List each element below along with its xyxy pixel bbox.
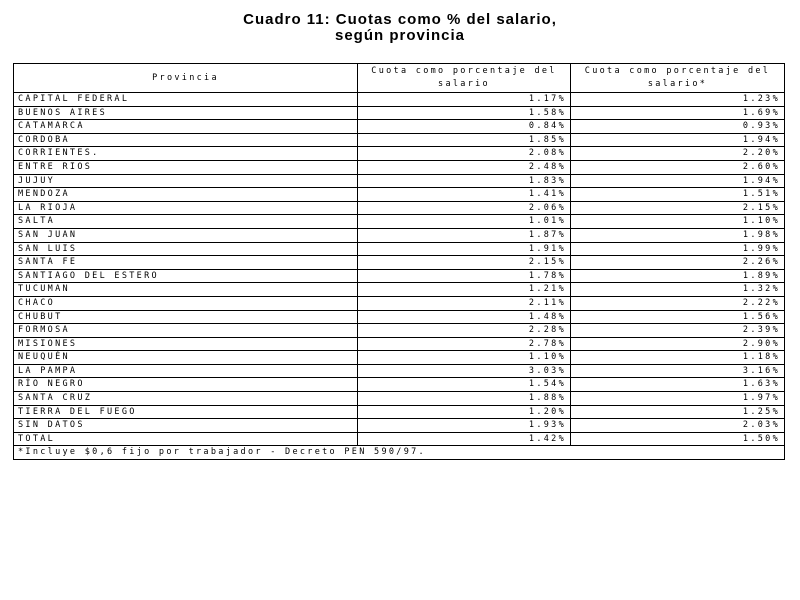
cell-provincia: CAPITAL FEDERAL <box>14 93 358 107</box>
cell-provincia: BUENOS AIRES <box>14 106 358 120</box>
table-row <box>14 215 785 229</box>
title-line-2: según provincia <box>334 27 466 44</box>
cell-provincia: SAN LUIS <box>14 242 358 256</box>
cell-cuota-fijo: 2.26% <box>571 256 785 270</box>
table-row <box>14 296 785 310</box>
cell-cuota: 1.21% <box>358 283 571 297</box>
cell-cuota-fijo: 1.32% <box>571 283 785 297</box>
cell-provincia: TIERRA DEL FUEGO <box>14 405 358 419</box>
cell-cuota: 1.48% <box>358 310 571 324</box>
cell-cuota: 1.87% <box>358 228 571 242</box>
table-row <box>14 324 785 338</box>
cell-provincia: SALTA <box>14 215 358 229</box>
cell-cuota: 1.58% <box>358 106 571 120</box>
cell-cuota-fijo: 2.39% <box>571 324 785 338</box>
cell-provincia: RÍO NEGRO <box>14 378 358 392</box>
cell-cuota: 1.83% <box>358 174 571 188</box>
table-row <box>14 310 785 324</box>
header-cuota: Cuota como porcentaje del salario <box>358 64 571 93</box>
cell-provincia: CORRIENTES. <box>14 147 358 161</box>
cell-provincia: LA RIOJA <box>14 201 358 215</box>
cell-cuota-fijo: 1.89% <box>571 269 785 283</box>
cell-cuota: 2.06% <box>358 201 571 215</box>
cell-cuota-fijo: 1.98% <box>571 228 785 242</box>
table-title <box>0 12 800 44</box>
cell-cuota-fijo: 2.20% <box>571 147 785 161</box>
cell-provincia: CHUBUT <box>14 310 358 324</box>
cell-cuota: 1.20% <box>358 405 571 419</box>
cell-provincia: TOTAL <box>14 432 358 446</box>
table-row <box>14 93 785 107</box>
quota-table <box>13 63 785 460</box>
table-row <box>14 378 785 392</box>
title-line-1: Cuadro 11: Cuotas como % del salario, <box>243 11 557 28</box>
cell-cuota: 2.11% <box>358 296 571 310</box>
cell-cuota-fijo: 2.22% <box>571 296 785 310</box>
cell-cuota-fijo: 1.94% <box>571 174 785 188</box>
cell-provincia: ENTRE RIOS <box>14 160 358 174</box>
cell-cuota: 1.93% <box>358 419 571 433</box>
cell-cuota-fijo: 1.23% <box>571 93 785 107</box>
cell-provincia: CATAMARCA <box>14 120 358 134</box>
cell-cuota-fijo: 1.51% <box>571 188 785 202</box>
cell-cuota: 1.78% <box>358 269 571 283</box>
cell-cuota-fijo: 1.25% <box>571 405 785 419</box>
cell-cuota: 1.85% <box>358 133 571 147</box>
cell-cuota: 0.84% <box>358 120 571 134</box>
cell-cuota-fijo: 1.63% <box>571 378 785 392</box>
cell-provincia: SANTA FE <box>14 256 358 270</box>
table-row <box>14 228 785 242</box>
cell-cuota-fijo: 0.93% <box>571 120 785 134</box>
cell-provincia: LA PAMPA <box>14 364 358 378</box>
cell-cuota-fijo: 2.60% <box>571 160 785 174</box>
table-row <box>14 174 785 188</box>
cell-cuota: 1.10% <box>358 351 571 365</box>
cell-cuota: 2.48% <box>358 160 571 174</box>
cell-provincia: JUJUY <box>14 174 358 188</box>
cell-provincia: CORDOBA <box>14 133 358 147</box>
cell-provincia: NEUQUÉN <box>14 351 358 365</box>
cell-cuota: 1.17% <box>358 93 571 107</box>
cell-provincia: SIN DATOS <box>14 419 358 433</box>
cell-provincia: MISIONES <box>14 337 358 351</box>
cell-cuota-fijo: 1.94% <box>571 133 785 147</box>
cell-cuota-fijo: 1.69% <box>571 106 785 120</box>
cell-provincia: FORMOSA <box>14 324 358 338</box>
table-row <box>14 432 785 446</box>
cell-cuota-fijo: 2.90% <box>571 337 785 351</box>
cell-cuota: 2.78% <box>358 337 571 351</box>
table-row <box>14 269 785 283</box>
header-provincia: Provincia <box>14 64 358 93</box>
table-row <box>14 160 785 174</box>
cell-provincia: SAN JUAN <box>14 228 358 242</box>
cell-provincia: TUCUMAN <box>14 283 358 297</box>
footnote-row <box>14 446 785 460</box>
table-body <box>14 93 785 446</box>
cell-cuota-fijo: 1.10% <box>571 215 785 229</box>
footnote: *Incluye $0,6 fijo por trabajador - Decreto PEN 590/97. <box>14 446 785 460</box>
table-row <box>14 256 785 270</box>
cell-cuota-fijo: 3.16% <box>571 364 785 378</box>
table-row <box>14 419 785 433</box>
cell-cuota: 2.28% <box>358 324 571 338</box>
cell-cuota-fijo: 1.18% <box>571 351 785 365</box>
table-row <box>14 120 785 134</box>
header-row <box>14 64 785 93</box>
cell-cuota-fijo: 1.56% <box>571 310 785 324</box>
cell-cuota: 1.54% <box>358 378 571 392</box>
table-row <box>14 351 785 365</box>
table-row <box>14 188 785 202</box>
cell-cuota: 1.42% <box>358 432 571 446</box>
cell-provincia: SANTIAGO DEL ESTERO <box>14 269 358 283</box>
cell-cuota-fijo: 1.97% <box>571 392 785 406</box>
cell-cuota-fijo: 1.99% <box>571 242 785 256</box>
cell-cuota: 1.41% <box>358 188 571 202</box>
table-row <box>14 106 785 120</box>
table-row <box>14 405 785 419</box>
table-row <box>14 283 785 297</box>
cell-cuota: 2.08% <box>358 147 571 161</box>
cell-provincia: MENDOZA <box>14 188 358 202</box>
cell-cuota-fijo: 2.15% <box>571 201 785 215</box>
header-cuota-fijo: Cuota como porcentaje del salario* <box>571 64 785 93</box>
cell-cuota: 1.91% <box>358 242 571 256</box>
cell-cuota: 1.01% <box>358 215 571 229</box>
cell-provincia: SANTA CRUZ <box>14 392 358 406</box>
cell-cuota-fijo: 1.50% <box>571 432 785 446</box>
table-row <box>14 201 785 215</box>
table-row <box>14 242 785 256</box>
cell-cuota: 1.88% <box>358 392 571 406</box>
cell-cuota: 3.03% <box>358 364 571 378</box>
table-row <box>14 392 785 406</box>
cell-provincia: CHACO <box>14 296 358 310</box>
cell-cuota: 2.15% <box>358 256 571 270</box>
table-row <box>14 133 785 147</box>
table-row <box>14 147 785 161</box>
cell-cuota-fijo: 2.03% <box>571 419 785 433</box>
table-row <box>14 364 785 378</box>
table-row <box>14 337 785 351</box>
